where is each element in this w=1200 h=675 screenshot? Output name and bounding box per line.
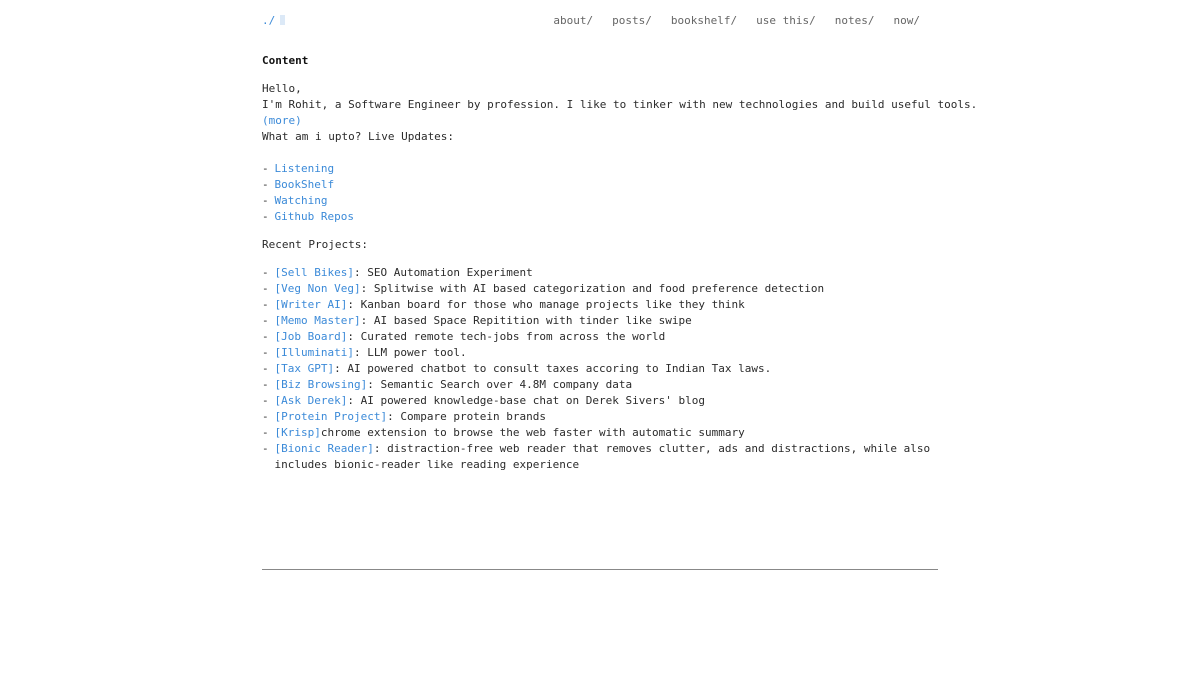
- project-link-sell-bikes[interactable]: [Sell Bikes]: [274, 266, 354, 279]
- nav-bookshelf[interactable]: bookshelf/: [670, 14, 738, 27]
- project-link-krisp[interactable]: [Krisp]: [274, 426, 321, 439]
- project-link-illuminati[interactable]: [Illuminati]: [274, 346, 354, 359]
- project-link-writer-ai[interactable]: [Writer AI]: [274, 298, 348, 311]
- project-link-bionic-reader[interactable]: [Bionic Reader]: [274, 442, 374, 455]
- list-item: - Watching: [262, 194, 328, 207]
- nav-posts[interactable]: posts/: [612, 14, 652, 27]
- live-updates-list: [262, 161, 938, 225]
- listening-link[interactable]: Listening: [274, 162, 335, 175]
- project-desc: : AI powered knowledge-base chat on Derek Sivers' blog: [347, 394, 705, 407]
- more-link[interactable]: (more): [262, 114, 302, 127]
- project-item: - [Protein Project]: Compare protein brands: [262, 410, 547, 423]
- nav-now[interactable]: now/: [893, 14, 920, 27]
- project-link-veg-non-veg[interactable]: [Veg Non Veg]: [274, 282, 361, 295]
- list-item: - Github Repos: [262, 210, 354, 223]
- project-desc: chrome extension to browse the web faster with automatic summary: [320, 426, 745, 439]
- recent-projects-title: Recent Projects:: [262, 238, 368, 251]
- project-item: - [Biz Browsing]: Semantic Search over 4.8M company data: [262, 378, 633, 391]
- project-item: - [Veg Non Veg]: Splitwise with AI based categorization and food preference detection: [262, 282, 825, 295]
- page-container: [262, 0, 978, 473]
- project-link-job-board[interactable]: [Job Board]: [274, 330, 348, 343]
- nav-about[interactable]: about/: [553, 14, 594, 27]
- projects-list: [262, 265, 938, 473]
- live-updates-label: What am i upto? Live Updates:: [262, 130, 455, 143]
- content-heading: Content: [262, 54, 309, 67]
- bookshelf-link[interactable]: BookShelf: [274, 178, 335, 191]
- project-link-tax-gpt[interactable]: [Tax GPT]: [274, 362, 335, 375]
- project-desc: : Kanban board for those who manage projects like they think: [347, 298, 745, 311]
- footer-divider: [262, 569, 938, 570]
- project-desc: : LLM power tool.: [353, 346, 467, 359]
- github-repos-link[interactable]: Github Repos: [274, 210, 354, 223]
- project-item: - [Ask Derek]: AI powered knowledge-base chat on Derek Sivers' blog: [262, 394, 705, 407]
- project-desc: : Curated remote tech-jobs from across the world: [347, 330, 666, 343]
- project-item: - [Writer AI]: Kanban board for those who manage projects like they think: [262, 298, 745, 311]
- project-desc: : Compare protein brands: [387, 410, 547, 423]
- list-item: - BookShelf: [262, 178, 335, 191]
- project-desc: : Splitwise with AI based categorization and food preference detection: [360, 282, 825, 295]
- project-item: - [Bionic Reader]: distraction-free web reader that removes clutter, ads and distractions, while also includes bionic-reader like reading experience: [262, 442, 931, 471]
- nav-notes[interactable]: notes/: [834, 14, 875, 27]
- nav-use-this[interactable]: use this/: [756, 14, 816, 27]
- header: [262, 0, 938, 44]
- cursor-icon: [280, 15, 285, 25]
- home-link[interactable]: [262, 14, 285, 27]
- main-nav: [553, 14, 920, 27]
- project-item: - [Tax GPT]: AI powered chatbot to consult taxes accoring to Indian Tax laws.: [262, 362, 772, 375]
- project-desc: : Semantic Search over 4.8M company data: [367, 378, 633, 391]
- project-item: - [Memo Master]: AI based Space Repitition with tinder like swipe: [262, 314, 692, 327]
- project-link-biz-browsing[interactable]: [Biz Browsing]: [274, 378, 368, 391]
- project-desc: : distraction-free web reader that removes clutter, ads and distractions, while also includes bionic-reader like reading experience: [274, 442, 931, 471]
- project-desc: : AI based Space Repitition with tinder like swipe: [360, 314, 692, 327]
- project-link-ask-derek[interactable]: [Ask Derek]: [274, 394, 348, 407]
- project-desc: : AI powered chatbot to consult taxes accoring to Indian Tax laws.: [334, 362, 772, 375]
- project-item: - [Sell Bikes]: SEO Automation Experiment: [262, 266, 533, 279]
- intro-bio: I'm Rohit, a Software Engineer by profession. I like to tinker with new technologies and build useful tools.: [262, 98, 978, 111]
- project-item: - [Illuminati]: LLM power tool.: [262, 346, 467, 359]
- project-link-protein-project[interactable]: [Protein Project]: [274, 410, 388, 423]
- project-item: - [Job Board]: Curated remote tech-jobs from across the world: [262, 330, 666, 343]
- list-item: - Listening: [262, 162, 335, 175]
- watching-link[interactable]: Watching: [274, 194, 328, 207]
- project-link-memo-master[interactable]: [Memo Master]: [274, 314, 361, 327]
- project-item: - [Krisp]chrome extension to browse the web faster with automatic summary: [262, 426, 745, 439]
- project-desc: : SEO Automation Experiment: [353, 266, 533, 279]
- brand-label: ./: [262, 14, 276, 27]
- intro-hello: Hello,: [262, 82, 302, 95]
